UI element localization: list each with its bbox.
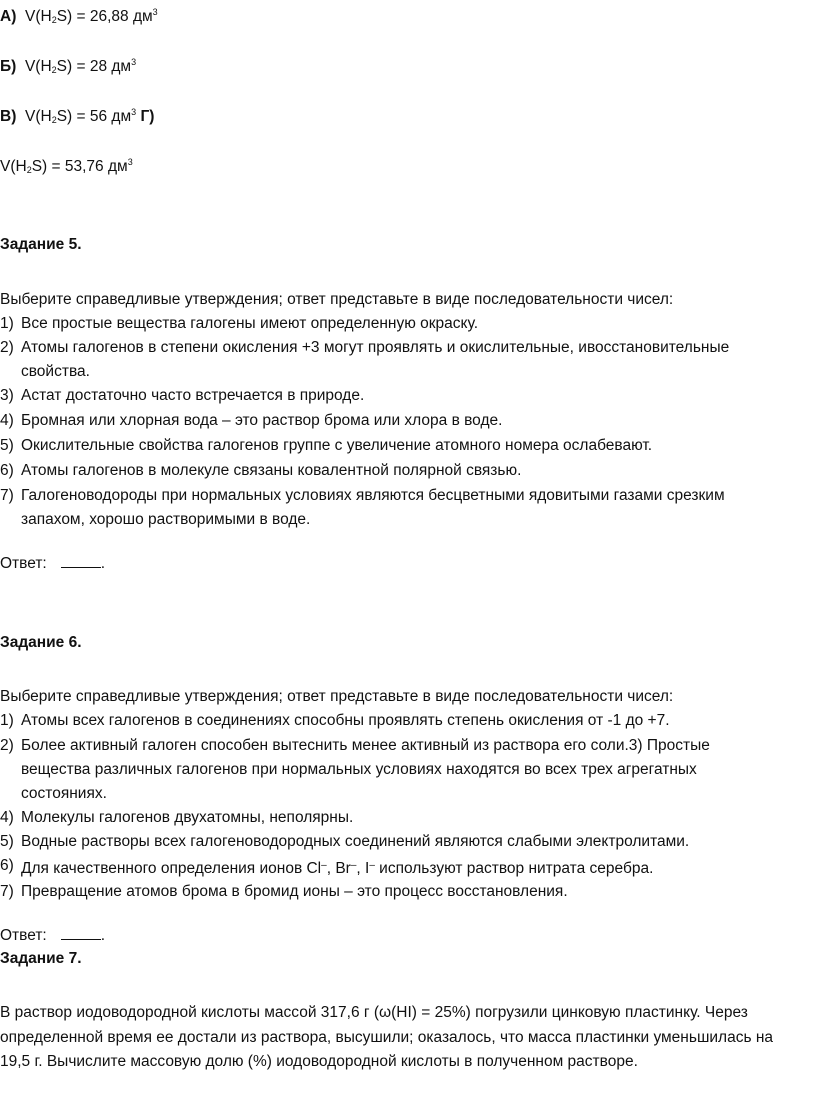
task5-item-5	[0, 434, 790, 458]
task7-line-3: 19,5 г. Вычислите массовую долю (%) иодоводородной кислоты в полученном растворе.	[0, 1053, 638, 1070]
task5-item-1	[0, 312, 790, 336]
item-text: Более активный галоген способен вытеснить менее активный из раствора его соли.3) Простые вещества различных галогенов при нормальных условиях находятся во всех трех агрегатных состояниях.	[21, 737, 710, 802]
answer-period: .	[100, 927, 106, 944]
task7-line-2: определенной время ее достали из раствора, высушили; оказалось, что масса пластинки уменьшилась на	[0, 1029, 774, 1046]
task5-answer	[0, 553, 105, 574]
item-text: Молекулы галогенов двухатомны, неполярны.	[21, 809, 354, 826]
item-number: 6)	[0, 462, 14, 479]
formula-start: V(H	[24, 8, 52, 25]
item-number: 5)	[0, 833, 14, 850]
task6-item-1	[0, 709, 790, 733]
task5-item-2	[0, 336, 790, 384]
superscript: –	[321, 860, 327, 871]
formula-end: S) = 56 дм	[56, 108, 132, 125]
formula-start: V(H	[24, 58, 52, 75]
answer-label: Ответ:	[0, 555, 47, 572]
task6-title: Задание 6.	[0, 634, 82, 651]
item-number: 6)	[0, 857, 14, 874]
item-text: Атомы всех галогенов в соединениях способны проявлять степень окисления от -1 до +7.	[21, 712, 670, 729]
task6-item-7	[0, 880, 790, 904]
answer-label: Ответ:	[0, 927, 47, 944]
answer-option-d	[0, 152, 133, 180]
formula-end: S) = 26,88 дм	[56, 8, 153, 25]
task6-item-5	[0, 830, 790, 854]
item-number: 1)	[0, 712, 14, 729]
item-text: Атомы галогенов в степени окисления +3 могут проявлять и окислительные, ивосстановительные свойства.	[21, 339, 730, 380]
item-number: 2)	[0, 737, 14, 754]
formula-end: S) = 53,76 дм	[31, 158, 128, 175]
item-text-part: Для качественного определения ионов Cl	[21, 860, 322, 877]
task7-line-1: В раствор иодоводородной кислоты массой 317,6 г (ω(HI) = 25%) погрузили цинковую пластинку. Через	[0, 1004, 748, 1021]
task5-title: Задание 5.	[0, 236, 82, 253]
formula-start: V(H	[0, 158, 27, 175]
item-text-part: используют раствор нитрата серебра.	[374, 860, 654, 877]
item-text: Водные растворы всех галогеноводородных соединений являются слабыми электролитами.	[21, 833, 690, 850]
superscript: –	[350, 860, 357, 871]
subscript: 2	[51, 65, 57, 75]
superscript: 3	[127, 157, 133, 167]
task6-prompt: Выберите справедливые утверждения; ответ представьте в виде последовательности чисел:	[0, 688, 674, 705]
answer-option-b	[0, 52, 136, 80]
answer-letter: В)	[0, 108, 17, 125]
answer-option-a	[0, 2, 158, 30]
superscript: 3	[131, 107, 137, 117]
item-text: Астат достаточно часто встречается в природе.	[21, 387, 365, 404]
task7-title: Задание 7.	[0, 950, 82, 967]
formula-start: V(H	[24, 108, 52, 125]
answer-letter: Б)	[0, 58, 17, 75]
answer-letter-g: Г)	[140, 108, 155, 125]
task5-item-4	[0, 409, 790, 433]
task5-item-3	[0, 384, 790, 408]
item-text-part: , Br	[326, 860, 351, 877]
task5-item-7	[0, 484, 790, 532]
answer-period: .	[100, 555, 106, 572]
item-text: Окислительные свойства галогенов группе с увеличение атомного номера ослабевают.	[21, 437, 653, 454]
item-number: 4)	[0, 412, 14, 429]
formula-end: S) = 28 дм	[56, 58, 132, 75]
answer-letter: А)	[0, 8, 17, 25]
superscript: 3	[131, 57, 137, 67]
subscript: 2	[26, 165, 32, 175]
item-text: Превращение атомов брома в бромид ионы – это процесс восстановления.	[21, 883, 568, 900]
item-number: 2)	[0, 339, 14, 356]
item-number: 3)	[0, 387, 14, 404]
subscript: 2	[51, 15, 57, 25]
subscript: 2	[51, 115, 57, 125]
item-text: Атомы галогенов в молекуле связаны ковалентной полярной связью.	[21, 462, 522, 479]
task6-item-6	[0, 854, 790, 881]
item-number: 5)	[0, 437, 14, 454]
superscript: –	[369, 860, 375, 871]
task6-item-2	[0, 734, 790, 806]
item-text: Все простые вещества галогены имеют определенную окраску.	[21, 315, 479, 332]
item-text-part: , I	[356, 860, 370, 877]
item-number: 1)	[0, 315, 14, 332]
answer-blank[interactable]	[61, 553, 101, 568]
item-number: 7)	[0, 883, 14, 900]
answer-option-c	[0, 102, 154, 130]
item-number: 7)	[0, 487, 14, 504]
task5-item-6	[0, 459, 790, 483]
task6-item-4	[0, 806, 790, 830]
item-text	[0, 854, 790, 881]
superscript: 3	[152, 7, 158, 17]
task6-answer	[0, 925, 105, 946]
task5-prompt: Выберите справедливые утверждения; ответ представьте в виде последовательности чисел:	[0, 291, 674, 308]
answer-blank[interactable]	[61, 925, 101, 940]
item-text: Бромная или хлорная вода – это раствор брома или хлора в воде.	[21, 412, 503, 429]
item-number: 4)	[0, 809, 14, 826]
item-text: Галогеноводороды при нормальных условиях являются бесцветными ядовитыми газами срезким запахом, хорошо растворимыми в воде.	[21, 487, 725, 528]
